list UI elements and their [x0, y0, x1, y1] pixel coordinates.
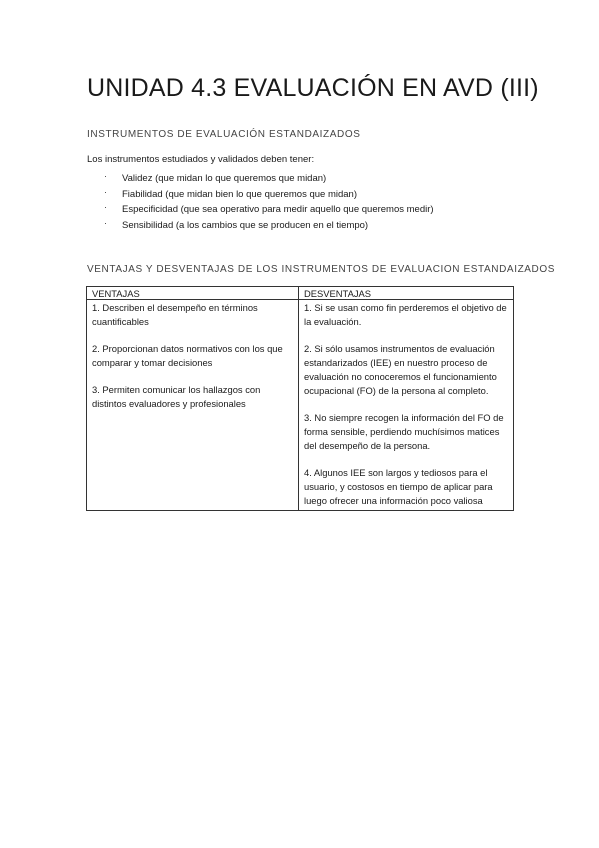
- list-item: [100, 171, 434, 187]
- list-item: [100, 187, 434, 203]
- requirements-list: [100, 171, 434, 233]
- page-title: UNIDAD 4.3 EVALUACIÓN EN AVD (III): [87, 74, 539, 102]
- ventajas-desventajas-table: [86, 286, 514, 511]
- desventaja-item: 2. Si sólo usamos instrumentos de evaluación estandarizados (IEE) en nuestro proceso de evaluación no conoceremos el funcionamiento ocupacional (FO) de la persona al completo.: [304, 343, 497, 396]
- table-row: [87, 300, 514, 511]
- list-item: [100, 202, 434, 218]
- ventaja-item: 3. Permiten comunicar los hallazgos con distintos evaluadores y profesionales: [92, 384, 261, 409]
- desventajas-cell: [299, 300, 514, 511]
- ventaja-item: 2. Proporcionan datos normativos con los que comparar y tomar decisiones: [92, 343, 283, 368]
- section-heading-ventajas-desventajas: VENTAJAS Y DESVENTAJAS DE LOS INSTRUMENTOS DE EVALUACION ESTANDAIZADOS: [87, 264, 556, 275]
- column-header-ventajas: VENTAJAS: [87, 287, 299, 300]
- desventaja-item: 3. No siempre recogen la información del FO de forma sensible, perdiendo muchísimos matices del desempeño de la persona.: [304, 412, 504, 451]
- ventaja-item: 1. Describen el desempeño en términos cuantificables: [92, 302, 258, 327]
- bullet-icon: ·: [104, 217, 107, 228]
- bullet-icon: ·: [104, 186, 107, 197]
- intro-text: Los instrumentos estudiados y validados deben tener:: [87, 154, 315, 165]
- list-item-text: Fiabilidad (que midan bien lo que queremos que midan): [122, 188, 358, 200]
- bullet-icon: ·: [104, 171, 107, 181]
- list-item-text: Sensibilidad (a los cambios que se producen en el tiempo): [122, 219, 369, 231]
- list-item: [100, 218, 434, 234]
- list-item-text: Validez (que midan lo que queremos que midan): [122, 173, 327, 184]
- desventaja-item: 4. Algunos IEE son largos y tediosos para el usuario, y costosos en tiempo de aplicar para luego ofrecer una información poco valiosa: [304, 467, 493, 506]
- table-header-row: [87, 287, 514, 300]
- bullet-icon: ·: [104, 202, 107, 212]
- section-heading-instrumentos: INSTRUMENTOS DE EVALUACIÓN ESTANDAIZADOS: [87, 129, 361, 140]
- column-header-desventajas: DESVENTAJAS: [299, 287, 514, 300]
- list-item-text: Especificidad (que sea operativo para medir aquello que queremos medir): [122, 204, 434, 215]
- desventaja-item: 1. Si se usan como fin perderemos el objetivo de la evaluación.: [304, 302, 507, 327]
- ventajas-cell: [87, 300, 299, 511]
